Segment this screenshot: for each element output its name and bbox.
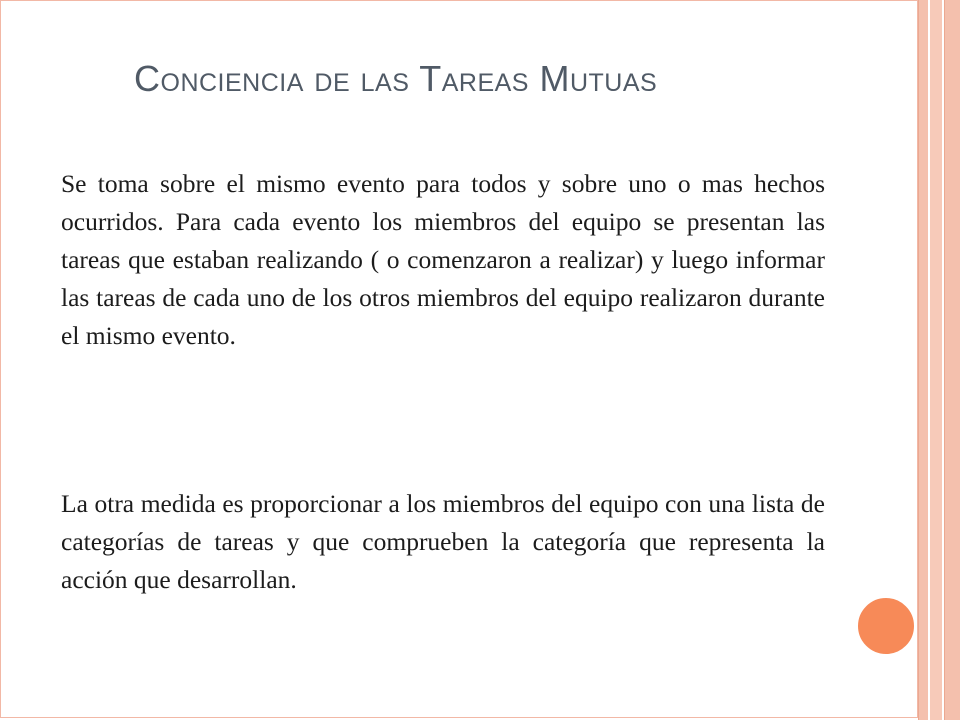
accent-circle	[856, 596, 916, 656]
body-paragraph-1: Se toma sobre el mismo evento para todos y sobre uno o mas hechos ocurridos. Para cada evento los miembros del equipo se presentan las tareas que estaban realizando ( o comenzaron a realizar) y luego informar las tareas de cada uno de los otros miembros del equipo realizaron durante el mismo evento.	[61, 169, 825, 350]
side-band	[944, 0, 960, 720]
side-edge-line	[944, 0, 945, 720]
slide-title: Conciencia de las Tareas Mutuas	[134, 58, 658, 99]
body-paragraph-2: La otra medida es proporcionar a los miembros del equipo con una lista de categorías de tareas y que comprueben la categoría que representa la acción que desarrollan.	[61, 489, 825, 594]
side-edge-line	[918, 0, 919, 720]
side-band	[930, 0, 942, 720]
side-band	[918, 0, 928, 720]
